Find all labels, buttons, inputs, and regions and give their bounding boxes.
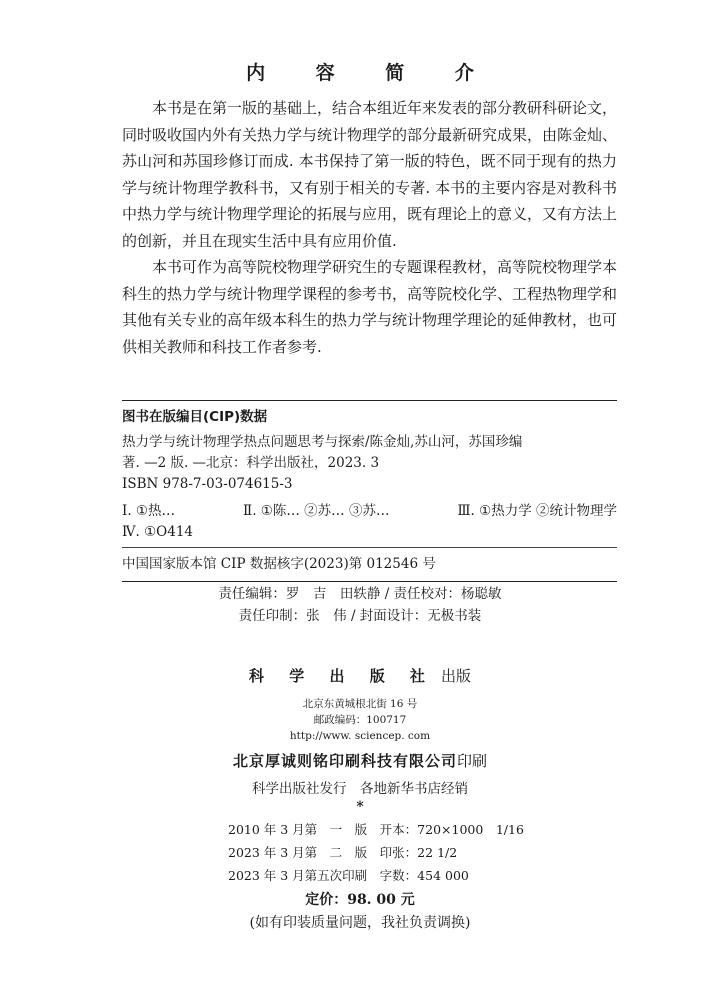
publisher-address: 北京东黄城根北街 16 号 [302,698,418,710]
edition-info [228,818,524,887]
cip-book-title-line1: 热力学与统计物理学热点问题思考与探索/陈金灿,苏山河，苏国珍编 [122,434,523,450]
publisher-suffix: 出版 [440,667,471,685]
printer-name: 北京厚诚则铭印刷科技有限公司 [232,752,457,770]
printer-line [0,750,720,771]
cip-isbn: ISBN 978-7-03-074615-3 [122,476,293,492]
publisher-name: 科 学 出 版 社 [249,667,435,685]
credits-line-1: 责任编辑：罗 吉 田轶静 / 责任校对：杨聪敏 [218,586,502,602]
credits-line-2: 责任印制：张 伟 / 封面设计：无极书装 [238,608,482,624]
publisher-block [0,665,720,815]
cip-verification-number: 中国国家版本馆 CIP 数据核字(2023)第 012546 号 [122,556,436,572]
cip-block [122,400,617,582]
cip-header: 图书在版编目(CIP)数据 [122,409,268,425]
cip-classification [122,501,617,522]
publisher-postcode: 邮政编码：100717 [313,714,407,726]
star-separator: * [356,799,364,815]
editorial-credits [0,583,720,627]
cip-class-4: Ⅳ. ①O414 [122,524,194,540]
distribution-line: 科学出版社发行 各地新华书店经销 [252,781,468,797]
publisher-address-block [0,696,720,744]
quality-note: (如有印装质量问题，我社负责调换) [249,915,471,931]
edition-line-1: 2010 年 3 月第 一 版 开本：720×1000 1/16 [228,822,524,837]
cip-class-1: Ⅰ. ①热… [122,503,176,519]
page-title: 内 容 简 介 [246,62,496,84]
cip-class-3: Ⅲ. ①热力学 ②统计物理学 [457,503,617,519]
edition-line-2: 2023 年 3 月第 二 版 印张：22 1/2 [228,845,458,860]
intro-paragraph-1: 本书是在第一版的基础上，结合本组近年来发表的部分教研科研论文，同时吸收国内外有关热力学与统计物理学的部分最新研究成果，由陈金灿、苏山河和苏国珍修订而成. 本书保持了第一版的特色，既不同于现有的热力学与统计物理学教科书，又有别于相关的专著. 本书的主要内容是对教科书中热力学与统计物理学理论的拓展与应用，既有理论上的意义，又有方法上的创新，并且在现实生活中具有应用价值. [122,99,618,250]
intro-paragraph-2: 本书可作为高等院校物理学研究生的专题课程教材，高等院校物理学本科生的热力学与统计物理学课程的参考书，高等院校化学、工程热物理学和其他有关专业的高年级本科生的热力学与统计物理学理论的延伸教材，也可供相关教师和科技工作者参考. [122,258,618,356]
printer-suffix: 印刷 [457,752,488,770]
intro-section [122,95,617,360]
cip-class-2: Ⅱ. ①陈… ②苏… ③苏… [243,503,390,519]
cip-book-title-line2: 著. —2 版. —北京：科学出版社，2023. 3 [122,455,380,471]
edition-line-3: 2023 年 3 月第五次印刷 字数：454 000 [228,868,469,883]
cip-divider [122,547,617,548]
price: 定价：98. 00 元 [305,892,415,908]
publisher-url: http://www. sciencep. com [289,730,431,742]
